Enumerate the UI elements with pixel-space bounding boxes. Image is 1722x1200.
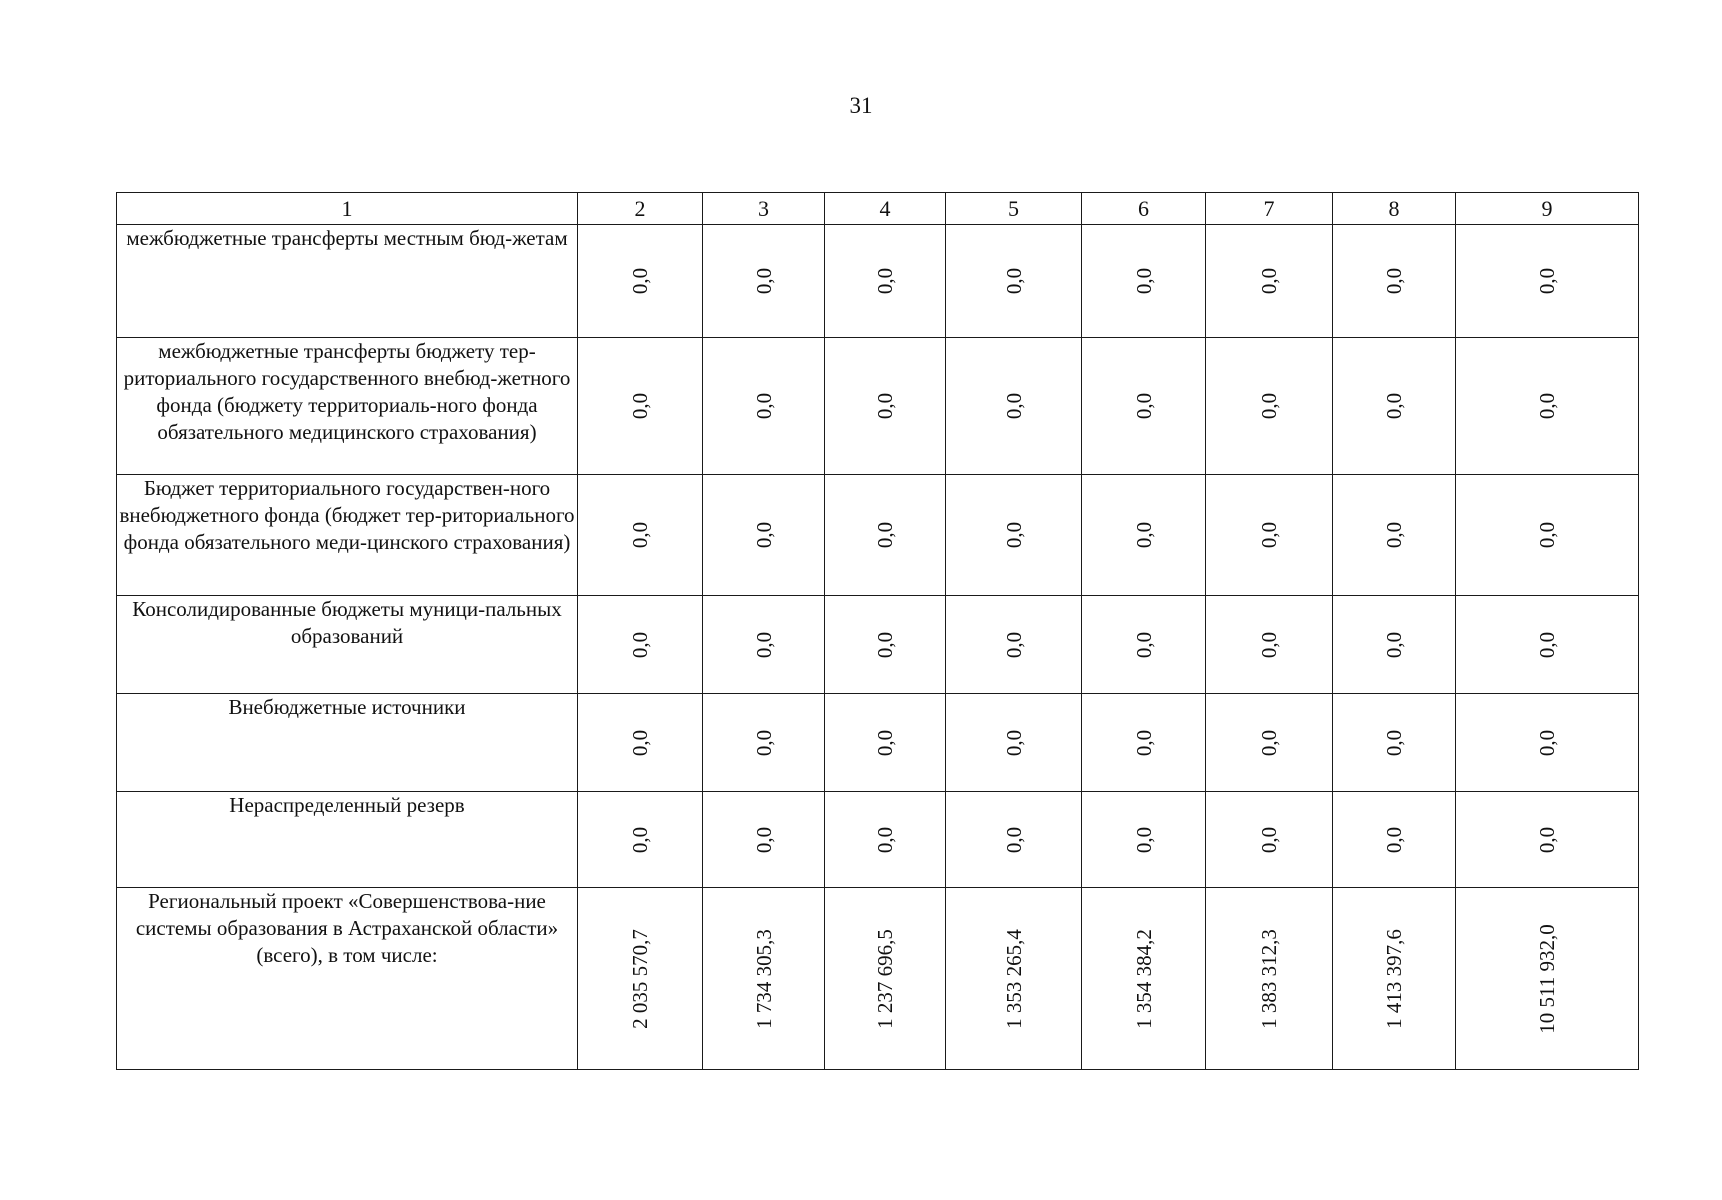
cell-value: 0,0 xyxy=(1001,267,1026,295)
column-header-3: 3 xyxy=(703,193,825,225)
value-cell xyxy=(825,694,946,792)
cell-value: 0,0 xyxy=(628,521,652,549)
column-header-1: 1 xyxy=(117,193,578,225)
row-label: межбюджетные трансферты местным бюд-жетам xyxy=(117,225,578,338)
value-cell xyxy=(578,596,703,694)
cell-value: 0,0 xyxy=(1257,826,1281,853)
value-cell xyxy=(1206,225,1333,338)
value-cell xyxy=(1082,338,1206,475)
value-cell xyxy=(1333,694,1456,792)
cell-value: 0,0 xyxy=(1131,631,1156,658)
cell-value: 0,0 xyxy=(1001,826,1026,853)
value-cell xyxy=(1333,475,1456,596)
cell-value: 0,0 xyxy=(751,392,776,420)
column-header-8: 8 xyxy=(1333,193,1456,225)
cell-value: 0,0 xyxy=(1001,521,1026,549)
cell-value: 1 353 265,4 xyxy=(1001,928,1026,1029)
value-cell xyxy=(825,792,946,888)
value-cell xyxy=(578,225,703,338)
cell-value: 0,0 xyxy=(628,392,652,420)
cell-value: 0,0 xyxy=(1535,267,1559,295)
value-cell xyxy=(703,694,825,792)
cell-value: 0,0 xyxy=(1257,631,1281,658)
value-cell xyxy=(703,792,825,888)
cell-value: 0,0 xyxy=(1257,521,1281,549)
cell-value: 0,0 xyxy=(1131,521,1156,549)
cell-value: 10 511 932,0 xyxy=(1535,923,1559,1034)
cell-value: 1 354 384,2 xyxy=(1131,928,1156,1029)
cell-value: 0,0 xyxy=(873,729,897,756)
value-cell xyxy=(946,694,1082,792)
cell-value: 0,0 xyxy=(1535,392,1559,420)
cell-value: 0,0 xyxy=(1257,729,1281,756)
cell-value: 0,0 xyxy=(1382,729,1406,756)
value-cell xyxy=(946,792,1082,888)
cell-value: 2 035 570,7 xyxy=(628,928,652,1029)
cell-value: 0,0 xyxy=(751,521,776,549)
cell-value: 0,0 xyxy=(751,826,776,853)
column-header-4: 4 xyxy=(825,193,946,225)
value-cell xyxy=(703,225,825,338)
value-cell xyxy=(1333,596,1456,694)
value-cell xyxy=(1456,338,1639,475)
value-cell xyxy=(1082,596,1206,694)
value-cell xyxy=(1082,888,1206,1070)
value-cell xyxy=(1333,225,1456,338)
cell-value: 1 383 312,3 xyxy=(1257,928,1281,1029)
cell-value: 0,0 xyxy=(1257,392,1281,420)
value-cell xyxy=(1456,888,1639,1070)
cell-value: 0,0 xyxy=(1131,267,1156,295)
cell-value: 0,0 xyxy=(1131,392,1156,420)
value-cell xyxy=(946,475,1082,596)
value-cell xyxy=(1333,888,1456,1070)
cell-value: 0,0 xyxy=(873,826,897,853)
cell-value: 0,0 xyxy=(1001,729,1026,756)
row-label: межбюджетные трансферты бюджету тер-риториального государственного внебюд-жетного фонда (бюджету территориаль-ного фонда обязательного медицинского страхования) xyxy=(117,338,578,475)
value-cell xyxy=(1206,792,1333,888)
value-cell xyxy=(1082,792,1206,888)
value-cell xyxy=(1082,225,1206,338)
value-cell xyxy=(1206,475,1333,596)
cell-value: 0,0 xyxy=(1382,521,1406,549)
value-cell xyxy=(825,338,946,475)
value-cell xyxy=(946,888,1082,1070)
row-label: Нераспределенный резерв xyxy=(117,792,578,888)
cell-value: 0,0 xyxy=(1382,826,1406,853)
cell-value: 0,0 xyxy=(751,729,776,756)
cell-value: 0,0 xyxy=(628,826,652,853)
header-row xyxy=(117,193,1639,225)
value-cell xyxy=(1456,694,1639,792)
value-cell xyxy=(825,888,946,1070)
cell-value: 0,0 xyxy=(873,631,897,658)
cell-value: 0,0 xyxy=(1257,267,1281,295)
cell-value: 1 413 397,6 xyxy=(1382,928,1406,1029)
value-cell xyxy=(703,596,825,694)
value-cell xyxy=(1456,225,1639,338)
value-cell xyxy=(703,338,825,475)
cell-value: 0,0 xyxy=(628,631,652,658)
value-cell xyxy=(578,888,703,1070)
value-cell xyxy=(578,338,703,475)
value-cell xyxy=(946,596,1082,694)
cell-value: 0,0 xyxy=(1535,826,1559,853)
column-header-6: 6 xyxy=(1082,193,1206,225)
table-row xyxy=(117,225,1639,338)
cell-value: 0,0 xyxy=(1131,729,1156,756)
cell-value: 0,0 xyxy=(628,729,652,756)
row-label: Внебюджетные источники xyxy=(117,694,578,792)
row-label: Региональный проект «Совершенствова-ние системы образования в Астраханской области» (всего), в том числе: xyxy=(117,888,578,1070)
value-cell xyxy=(946,338,1082,475)
cell-value: 0,0 xyxy=(1535,729,1559,756)
value-cell xyxy=(1456,596,1639,694)
cell-value: 0,0 xyxy=(873,392,897,420)
table-row xyxy=(117,596,1639,694)
value-cell xyxy=(578,475,703,596)
cell-value: 0,0 xyxy=(1382,267,1406,295)
value-cell xyxy=(1456,792,1639,888)
cell-value: 0,0 xyxy=(628,267,652,295)
budget-table xyxy=(116,192,1639,1070)
value-cell xyxy=(703,475,825,596)
value-cell xyxy=(1206,338,1333,475)
value-cell xyxy=(1082,475,1206,596)
cell-value: 1 734 305,3 xyxy=(751,928,776,1029)
value-cell xyxy=(1456,475,1639,596)
cell-value: 0,0 xyxy=(1131,826,1156,853)
value-cell xyxy=(825,225,946,338)
value-cell xyxy=(1333,338,1456,475)
value-cell xyxy=(1082,694,1206,792)
cell-value: 0,0 xyxy=(751,267,776,295)
table-row xyxy=(117,792,1639,888)
cell-value: 0,0 xyxy=(1535,521,1559,549)
cell-value: 0,0 xyxy=(1001,631,1026,658)
value-cell xyxy=(825,475,946,596)
cell-value: 0,0 xyxy=(1382,631,1406,658)
cell-value: 0,0 xyxy=(1382,392,1406,420)
value-cell xyxy=(703,888,825,1070)
row-label: Бюджет территориального государствен-ного внебюджетного фонда (бюджет тер-риториального фонда обязательного меди-цинского страхования) xyxy=(117,475,578,596)
column-header-2: 2 xyxy=(578,193,703,225)
value-cell xyxy=(825,596,946,694)
value-cell xyxy=(1206,596,1333,694)
cell-value: 0,0 xyxy=(873,521,897,549)
row-label: Консолидированные бюджеты муници-пальных образований xyxy=(117,596,578,694)
value-cell xyxy=(578,792,703,888)
value-cell xyxy=(946,225,1082,338)
table-row xyxy=(117,888,1639,1070)
column-header-5: 5 xyxy=(946,193,1082,225)
cell-value: 1 237 696,5 xyxy=(873,928,897,1029)
value-cell xyxy=(1206,888,1333,1070)
table-row xyxy=(117,338,1639,475)
cell-value: 0,0 xyxy=(873,267,897,295)
table-row xyxy=(117,694,1639,792)
table-row xyxy=(117,475,1639,596)
value-cell xyxy=(1333,792,1456,888)
column-header-7: 7 xyxy=(1206,193,1333,225)
cell-value: 0,0 xyxy=(1535,631,1559,658)
page-number: 31 xyxy=(849,93,873,118)
cell-value: 0,0 xyxy=(1001,392,1026,420)
value-cell xyxy=(1206,694,1333,792)
value-cell xyxy=(578,694,703,792)
column-header-9: 9 xyxy=(1456,193,1639,225)
cell-value: 0,0 xyxy=(751,631,776,658)
